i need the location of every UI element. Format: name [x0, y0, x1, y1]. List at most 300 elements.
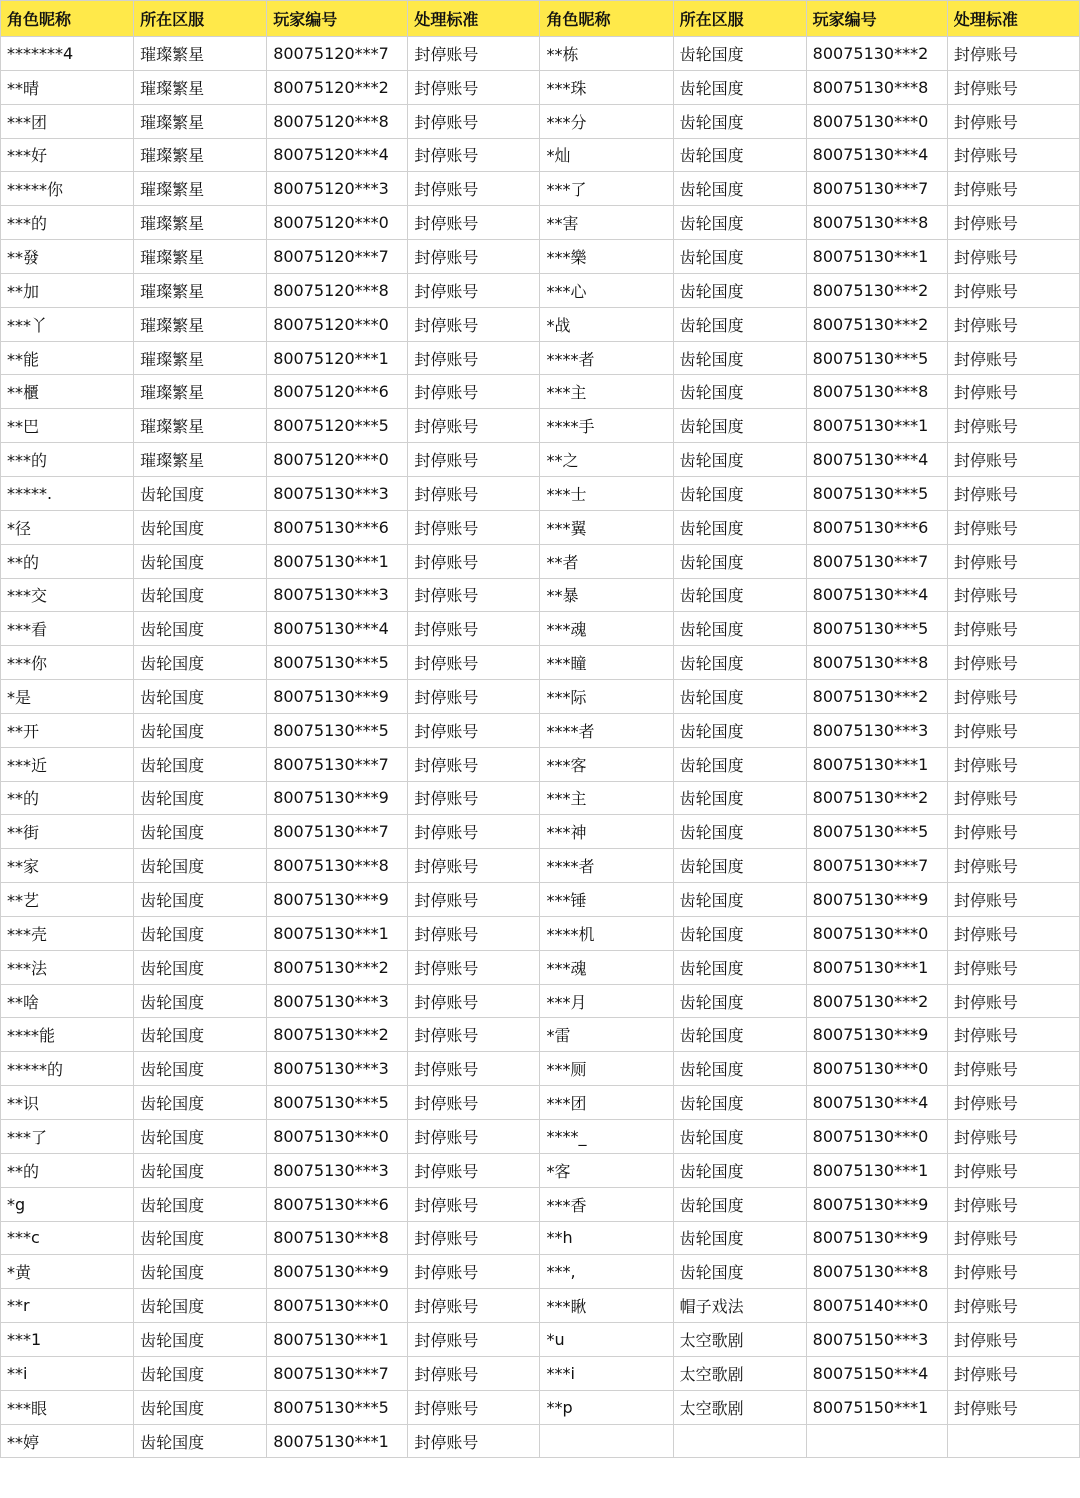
action-cell: 封停账号 — [408, 612, 540, 646]
player-id-cell: 80075130***4 — [806, 138, 947, 172]
action-cell: 封停账号 — [947, 273, 1079, 307]
player-id-cell: 80075130***7 — [267, 815, 408, 849]
player-id-cell: 80075130***2 — [806, 781, 947, 815]
table-row — [1, 240, 1080, 274]
action-cell: 封停账号 — [408, 510, 540, 544]
nickname-cell: **h — [540, 1221, 673, 1255]
nickname-cell: ***翼 — [540, 510, 673, 544]
nickname-cell: **啥 — [1, 984, 134, 1018]
nickname-cell: **的 — [1, 1153, 134, 1187]
table-row — [1, 1187, 1080, 1221]
action-cell: 封停账号 — [408, 781, 540, 815]
action-cell: 封停账号 — [408, 37, 540, 71]
nickname-cell: *是 — [1, 680, 134, 714]
nickname-cell: *u — [540, 1323, 673, 1357]
nickname-cell: ***团 — [1, 104, 134, 138]
nickname-header: 角色昵称 — [540, 1, 673, 37]
nickname-cell: **识 — [1, 1086, 134, 1120]
nickname-cell: ***近 — [1, 747, 134, 781]
server-cell: 齿轮国度 — [134, 849, 267, 883]
nickname-cell: ***的 — [1, 206, 134, 240]
player-id-cell: 80075130***9 — [806, 1187, 947, 1221]
table-row — [1, 612, 1080, 646]
action-cell: 封停账号 — [408, 1424, 540, 1458]
nickname-cell: **i — [1, 1356, 134, 1390]
action-cell: 封停账号 — [947, 781, 1079, 815]
nickname-cell: **的 — [1, 544, 134, 578]
server-cell: 齿轮国度 — [673, 1221, 806, 1255]
server-cell: 齿轮国度 — [134, 984, 267, 1018]
server-cell: 齿轮国度 — [134, 747, 267, 781]
player-id-cell: 80075130***4 — [806, 1086, 947, 1120]
action-cell: 封停账号 — [408, 1289, 540, 1323]
action-cell: 封停账号 — [947, 307, 1079, 341]
server-cell: 齿轮国度 — [673, 883, 806, 917]
server-cell: 齿轮国度 — [673, 1120, 806, 1154]
action-cell: 封停账号 — [408, 916, 540, 950]
nickname-cell: ***的 — [1, 443, 134, 477]
server-cell: 齿轮国度 — [673, 206, 806, 240]
server-cell: 齿轮国度 — [673, 273, 806, 307]
player-id-cell: 80075130***0 — [267, 1120, 408, 1154]
player-id-cell: 80075120***0 — [267, 307, 408, 341]
nickname-cell: ***了 — [1, 1120, 134, 1154]
nickname-cell: **栋 — [540, 37, 673, 71]
table-row — [1, 1255, 1080, 1289]
nickname-cell: *径 — [1, 510, 134, 544]
table-row — [1, 341, 1080, 375]
server-cell: 齿轮国度 — [134, 1390, 267, 1424]
action-cell: 封停账号 — [947, 341, 1079, 375]
player-id-cell: 80075130***5 — [806, 815, 947, 849]
action-cell: 封停账号 — [408, 544, 540, 578]
nickname-cell: ***好 — [1, 138, 134, 172]
table-row — [1, 1086, 1080, 1120]
server-cell: 璀璨繁星 — [134, 37, 267, 71]
action-header: 处理标准 — [408, 1, 540, 37]
player-id-cell: 80075120***7 — [267, 240, 408, 274]
table-row — [1, 1153, 1080, 1187]
nickname-cell: ***丫 — [1, 307, 134, 341]
action-cell: 封停账号 — [408, 849, 540, 883]
nickname-cell: ***i — [540, 1356, 673, 1390]
nickname-cell: **加 — [1, 273, 134, 307]
nickname-cell: ***心 — [540, 273, 673, 307]
player-id-cell: 80075140***0 — [806, 1289, 947, 1323]
table-row — [1, 273, 1080, 307]
server-cell: 齿轮国度 — [134, 916, 267, 950]
player-id-cell: 80075130***5 — [267, 1390, 408, 1424]
nickname-cell: **巴 — [1, 409, 134, 443]
player-id-cell: 80075130***1 — [267, 544, 408, 578]
player-id-cell: 80075130***0 — [806, 104, 947, 138]
action-cell — [947, 1424, 1079, 1458]
nickname-cell: *****你 — [1, 172, 134, 206]
table-row — [1, 443, 1080, 477]
server-cell: 齿轮国度 — [673, 950, 806, 984]
action-cell: 封停账号 — [408, 172, 540, 206]
action-cell: 封停账号 — [947, 578, 1079, 612]
server-cell: 璀璨繁星 — [134, 307, 267, 341]
action-cell: 封停账号 — [947, 883, 1079, 917]
nickname-cell: **婷 — [1, 1424, 134, 1458]
table-row — [1, 815, 1080, 849]
player-id-header: 玩家编号 — [806, 1, 947, 37]
player-id-cell: 80075130***1 — [806, 950, 947, 984]
server-cell: 齿轮国度 — [673, 680, 806, 714]
action-cell: 封停账号 — [947, 1120, 1079, 1154]
action-cell: 封停账号 — [408, 240, 540, 274]
action-cell: 封停账号 — [408, 1323, 540, 1357]
table-body — [1, 37, 1080, 1458]
server-cell: 璀璨繁星 — [134, 206, 267, 240]
action-cell: 封停账号 — [947, 443, 1079, 477]
server-cell: 齿轮国度 — [134, 1187, 267, 1221]
server-cell: 齿轮国度 — [134, 544, 267, 578]
nickname-cell: *雷 — [540, 1018, 673, 1052]
server-cell: 齿轮国度 — [673, 1187, 806, 1221]
server-cell: 齿轮国度 — [673, 1018, 806, 1052]
nickname-cell: *****. — [1, 476, 134, 510]
action-cell: 封停账号 — [408, 1187, 540, 1221]
nickname-cell: **者 — [540, 544, 673, 578]
server-cell: 璀璨繁星 — [134, 138, 267, 172]
nickname-cell: *****的 — [1, 1052, 134, 1086]
player-id-cell: 80075130***0 — [267, 1289, 408, 1323]
action-cell: 封停账号 — [947, 984, 1079, 1018]
player-id-cell: 80075130***1 — [267, 1323, 408, 1357]
nickname-cell: **暴 — [540, 578, 673, 612]
server-cell: 齿轮国度 — [673, 510, 806, 544]
server-header: 所在区服 — [673, 1, 806, 37]
nickname-cell: *******4 — [1, 37, 134, 71]
player-id-cell: 80075130***0 — [806, 1120, 947, 1154]
player-id-cell: 80075130***2 — [806, 984, 947, 1018]
server-cell: 太空歌剧 — [673, 1323, 806, 1357]
table-row — [1, 510, 1080, 544]
player-id-cell: 80075120***3 — [267, 172, 408, 206]
player-id-cell: 80075120***2 — [267, 70, 408, 104]
server-cell: 齿轮国度 — [134, 1323, 267, 1357]
nickname-cell: **街 — [1, 815, 134, 849]
action-cell: 封停账号 — [408, 984, 540, 1018]
action-cell: 封停账号 — [947, 1052, 1079, 1086]
nickname-cell: *g — [1, 1187, 134, 1221]
action-cell: 封停账号 — [408, 1153, 540, 1187]
action-cell: 封停账号 — [947, 612, 1079, 646]
server-cell: 齿轮国度 — [134, 476, 267, 510]
server-cell: 齿轮国度 — [134, 1153, 267, 1187]
server-cell: 齿轮国度 — [673, 646, 806, 680]
server-cell: 齿轮国度 — [673, 984, 806, 1018]
server-cell: 齿轮国度 — [134, 1424, 267, 1458]
player-id-cell: 80075120***0 — [267, 443, 408, 477]
server-cell: 太空歌剧 — [673, 1356, 806, 1390]
action-cell: 封停账号 — [408, 375, 540, 409]
server-cell: 齿轮国度 — [673, 70, 806, 104]
action-cell: 封停账号 — [947, 1187, 1079, 1221]
table-row — [1, 578, 1080, 612]
table-row — [1, 1018, 1080, 1052]
table-row — [1, 375, 1080, 409]
action-cell: 封停账号 — [408, 476, 540, 510]
table-row — [1, 70, 1080, 104]
server-cell: 璀璨繁星 — [134, 443, 267, 477]
server-cell: 齿轮国度 — [673, 375, 806, 409]
player-id-cell: 80075130***1 — [806, 1153, 947, 1187]
table-row — [1, 916, 1080, 950]
nickname-cell: **晴 — [1, 70, 134, 104]
server-cell: 璀璨繁星 — [134, 104, 267, 138]
server-cell: 齿轮国度 — [134, 612, 267, 646]
nickname-cell: ****者 — [540, 849, 673, 883]
server-cell: 齿轮国度 — [134, 815, 267, 849]
nickname-cell: ****者 — [540, 341, 673, 375]
action-cell: 封停账号 — [947, 747, 1079, 781]
player-id-cell: 80075130***8 — [806, 646, 947, 680]
player-id-cell: 80075130***8 — [806, 375, 947, 409]
player-id-cell: 80075130***9 — [806, 883, 947, 917]
server-cell — [673, 1424, 806, 1458]
table-row — [1, 1052, 1080, 1086]
server-cell: 璀璨繁星 — [134, 172, 267, 206]
server-cell: 齿轮国度 — [134, 713, 267, 747]
server-cell: 璀璨繁星 — [134, 273, 267, 307]
action-cell: 封停账号 — [947, 680, 1079, 714]
nickname-cell: ***你 — [1, 646, 134, 680]
action-cell: 封停账号 — [408, 409, 540, 443]
server-cell: 齿轮国度 — [673, 37, 806, 71]
player-id-cell: 80075130***4 — [806, 578, 947, 612]
player-id-cell: 80075130***0 — [806, 916, 947, 950]
player-id-cell: 80075130***5 — [267, 646, 408, 680]
nickname-cell: ***法 — [1, 950, 134, 984]
table-row — [1, 1356, 1080, 1390]
action-cell: 封停账号 — [408, 138, 540, 172]
player-id-cell: 80075130***1 — [806, 240, 947, 274]
nickname-cell: ****机 — [540, 916, 673, 950]
server-cell: 齿轮国度 — [673, 138, 806, 172]
nickname-cell: ***c — [1, 1221, 134, 1255]
nickname-cell: ***魂 — [540, 950, 673, 984]
player-id-cell: 80075130***3 — [806, 713, 947, 747]
action-cell: 封停账号 — [947, 646, 1079, 680]
nickname-cell: ***瞅 — [540, 1289, 673, 1323]
action-cell: 封停账号 — [947, 544, 1079, 578]
action-cell: 封停账号 — [947, 172, 1079, 206]
nickname-cell: ***壳 — [1, 916, 134, 950]
server-cell: 齿轮国度 — [134, 1255, 267, 1289]
action-cell: 封停账号 — [408, 646, 540, 680]
server-cell: 齿轮国度 — [673, 443, 806, 477]
player-id-cell: 80075130***8 — [806, 206, 947, 240]
player-id-cell — [806, 1424, 947, 1458]
player-id-cell: 80075120***7 — [267, 37, 408, 71]
server-cell: 齿轮国度 — [134, 1052, 267, 1086]
player-id-cell: 80075130***1 — [267, 916, 408, 950]
action-cell: 封停账号 — [408, 713, 540, 747]
action-cell: 封停账号 — [408, 307, 540, 341]
nickname-cell: ****能 — [1, 1018, 134, 1052]
player-id-cell: 80075130***7 — [267, 1356, 408, 1390]
action-cell: 封停账号 — [947, 849, 1079, 883]
table-row — [1, 883, 1080, 917]
action-cell: 封停账号 — [408, 1390, 540, 1424]
player-id-cell: 80075120***0 — [267, 206, 408, 240]
table-row — [1, 1323, 1080, 1357]
server-cell: 齿轮国度 — [134, 781, 267, 815]
action-cell: 封停账号 — [947, 1221, 1079, 1255]
table-row — [1, 1390, 1080, 1424]
server-cell: 齿轮国度 — [673, 172, 806, 206]
action-cell: 封停账号 — [947, 70, 1079, 104]
action-cell: 封停账号 — [947, 1086, 1079, 1120]
table-row — [1, 307, 1080, 341]
player-id-cell: 80075130***8 — [267, 1221, 408, 1255]
server-cell: 齿轮国度 — [673, 240, 806, 274]
nickname-cell: ***分 — [540, 104, 673, 138]
player-id-cell: 80075130***2 — [806, 37, 947, 71]
nickname-cell — [540, 1424, 673, 1458]
nickname-cell: **能 — [1, 341, 134, 375]
player-id-cell: 80075130***8 — [806, 1255, 947, 1289]
table-row — [1, 849, 1080, 883]
table-row — [1, 713, 1080, 747]
player-id-cell: 80075120***8 — [267, 273, 408, 307]
action-cell: 封停账号 — [408, 1086, 540, 1120]
server-cell: 齿轮国度 — [134, 1120, 267, 1154]
player-id-cell: 80075130***5 — [267, 1086, 408, 1120]
nickname-cell: ***客 — [540, 747, 673, 781]
nickname-cell: ***神 — [540, 815, 673, 849]
nickname-cell: ***珠 — [540, 70, 673, 104]
server-cell: 齿轮国度 — [673, 1153, 806, 1187]
player-id-cell: 80075130***9 — [267, 883, 408, 917]
server-cell: 太空歌剧 — [673, 1390, 806, 1424]
server-cell: 齿轮国度 — [134, 1086, 267, 1120]
player-id-cell: 80075130***9 — [267, 1255, 408, 1289]
nickname-cell: *客 — [540, 1153, 673, 1187]
player-id-cell: 80075130***2 — [806, 273, 947, 307]
server-cell: 齿轮国度 — [134, 1356, 267, 1390]
action-cell: 封停账号 — [947, 240, 1079, 274]
action-header: 处理标准 — [947, 1, 1079, 37]
nickname-cell: **發 — [1, 240, 134, 274]
table-row — [1, 476, 1080, 510]
nickname-cell: **r — [1, 1289, 134, 1323]
nickname-cell: *灿 — [540, 138, 673, 172]
table-row — [1, 172, 1080, 206]
server-cell: 齿轮国度 — [134, 950, 267, 984]
player-id-cell: 80075130***3 — [267, 1153, 408, 1187]
table-row — [1, 680, 1080, 714]
table-row — [1, 1221, 1080, 1255]
table-row — [1, 1120, 1080, 1154]
action-cell: 封停账号 — [947, 476, 1079, 510]
server-cell: 齿轮国度 — [673, 341, 806, 375]
action-cell: 封停账号 — [947, 1390, 1079, 1424]
action-cell: 封停账号 — [408, 104, 540, 138]
server-cell: 齿轮国度 — [134, 1018, 267, 1052]
action-cell: 封停账号 — [947, 138, 1079, 172]
action-cell: 封停账号 — [408, 1221, 540, 1255]
player-id-cell: 80075150***1 — [806, 1390, 947, 1424]
action-cell: 封停账号 — [408, 883, 540, 917]
nickname-cell: ***了 — [540, 172, 673, 206]
server-cell: 璀璨繁星 — [134, 70, 267, 104]
server-cell: 齿轮国度 — [673, 916, 806, 950]
nickname-cell: **櫃 — [1, 375, 134, 409]
player-id-cell: 80075130***0 — [806, 1052, 947, 1086]
action-cell: 封停账号 — [947, 37, 1079, 71]
table-row — [1, 1289, 1080, 1323]
nickname-cell: ***香 — [540, 1187, 673, 1221]
table-row — [1, 37, 1080, 71]
action-cell: 封停账号 — [408, 950, 540, 984]
table-row — [1, 409, 1080, 443]
nickname-cell: ***樂 — [540, 240, 673, 274]
nickname-cell: ***1 — [1, 1323, 134, 1357]
player-id-cell: 80075150***3 — [806, 1323, 947, 1357]
action-cell: 封停账号 — [947, 510, 1079, 544]
server-cell: 齿轮国度 — [673, 1086, 806, 1120]
action-cell: 封停账号 — [408, 70, 540, 104]
action-cell: 封停账号 — [947, 815, 1079, 849]
server-cell: 齿轮国度 — [673, 544, 806, 578]
server-cell: 齿轮国度 — [134, 578, 267, 612]
action-cell: 封停账号 — [947, 1323, 1079, 1357]
server-cell: 齿轮国度 — [673, 1255, 806, 1289]
nickname-cell: ****_ — [540, 1120, 673, 1154]
server-cell: 齿轮国度 — [673, 307, 806, 341]
table-row — [1, 544, 1080, 578]
server-cell: 璀璨繁星 — [134, 409, 267, 443]
server-cell: 帽子戏法 — [673, 1289, 806, 1323]
server-cell: 齿轮国度 — [673, 1052, 806, 1086]
nickname-cell: **p — [540, 1390, 673, 1424]
nickname-header: 角色昵称 — [1, 1, 134, 37]
server-cell: 齿轮国度 — [673, 849, 806, 883]
action-cell: 封停账号 — [947, 409, 1079, 443]
server-cell: 齿轮国度 — [134, 883, 267, 917]
action-cell: 封停账号 — [408, 273, 540, 307]
server-cell: 齿轮国度 — [673, 815, 806, 849]
action-cell: 封停账号 — [408, 443, 540, 477]
action-cell: 封停账号 — [408, 341, 540, 375]
player-id-cell: 80075130***2 — [267, 1018, 408, 1052]
nickname-cell: ***瞳 — [540, 646, 673, 680]
nickname-cell: *黄 — [1, 1255, 134, 1289]
player-id-cell: 80075120***4 — [267, 138, 408, 172]
player-id-cell: 80075130***3 — [267, 476, 408, 510]
player-id-cell: 80075130***5 — [806, 612, 947, 646]
action-cell: 封停账号 — [947, 1153, 1079, 1187]
player-id-cell: 80075130***5 — [806, 341, 947, 375]
server-cell: 齿轮国度 — [673, 409, 806, 443]
player-id-cell: 80075120***8 — [267, 104, 408, 138]
table-row — [1, 104, 1080, 138]
player-id-cell: 80075130***2 — [267, 950, 408, 984]
player-id-cell: 80075130***6 — [267, 510, 408, 544]
player-id-cell: 80075130***1 — [806, 747, 947, 781]
action-cell: 封停账号 — [947, 1255, 1079, 1289]
table-row — [1, 950, 1080, 984]
player-id-cell: 80075130***9 — [267, 680, 408, 714]
action-cell: 封停账号 — [947, 950, 1079, 984]
player-id-cell: 80075120***5 — [267, 409, 408, 443]
player-id-cell: 80075130***7 — [806, 849, 947, 883]
nickname-cell: *战 — [540, 307, 673, 341]
